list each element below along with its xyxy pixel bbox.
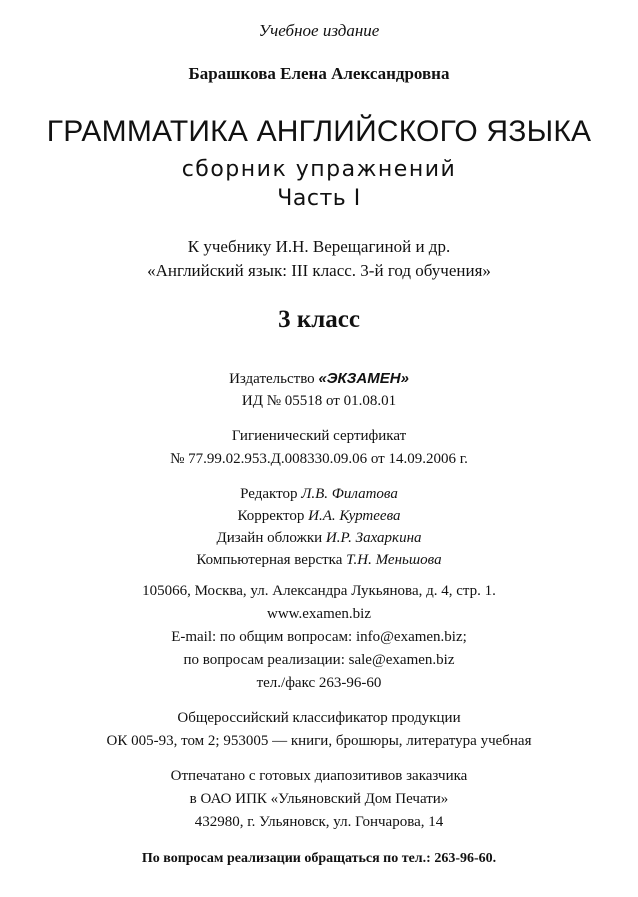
book-part: Часть I	[277, 186, 361, 211]
classifier-title: Общероссийский классификатор продукции	[177, 710, 461, 726]
credit-name: Л.В. Филатова	[301, 486, 398, 502]
email-sales: по вопросам реализации: sale@examen.biz	[183, 652, 455, 668]
credit-cover-design	[0, 531, 638, 546]
book-title: ГРАММАТИКА АНГЛИЙСКОГО ЯЗЫКА	[46, 115, 592, 148]
credit-layout	[0, 553, 638, 568]
publisher-line	[0, 371, 638, 387]
phone-fax: тел./факс 263-96-60	[256, 675, 382, 691]
printing-line3: 432980, г. Ульяновск, ул. Гончарова, 14	[194, 814, 444, 830]
credit-role: Компьютерная верстка	[196, 552, 347, 568]
sales-footer: По вопросам реализации обращаться по тел.: 263-96-60.	[141, 851, 497, 866]
email-general: E-mail: по общим вопросам: info@examen.biz;	[171, 629, 467, 645]
grade-label: 3 класс	[278, 306, 360, 333]
publisher-label: Издательство	[229, 371, 319, 387]
publisher-website: www.examen.biz	[267, 606, 371, 622]
publisher-name: «ЭКЗАМЕН»	[318, 370, 409, 387]
credit-role: Корректор	[237, 508, 309, 524]
credit-name: И.А. Куртеева	[308, 508, 401, 524]
textbook-reference-line2: «Английский язык: III класс. 3-й год обучения»	[147, 261, 491, 280]
printing-line1: Отпечатано с готовых диапозитивов заказчика	[170, 768, 468, 784]
book-subtitle: сборник упражнений	[181, 157, 457, 182]
printing-line2: в ОАО ИПК «Ульяновский Дом Печати»	[189, 791, 449, 807]
hygiene-certificate-number: № 77.99.02.953.Д.008330.09.06 от 14.09.2006 г.	[170, 451, 468, 467]
credit-role: Редактор	[240, 486, 302, 502]
credit-role: Дизайн обложки	[216, 530, 326, 546]
textbook-reference-line1: К учебнику И.Н. Верещагиной и др.	[187, 237, 451, 256]
credit-name: И.Р. Захаркина	[325, 530, 422, 546]
credit-editor	[0, 487, 638, 502]
hygiene-certificate-title: Гигиенический сертификат	[231, 428, 407, 444]
credit-name: Т.Н. Меньшова	[346, 552, 442, 568]
publisher-id: ИД № 05518 от 01.08.01	[241, 393, 397, 409]
author-name: Барашкова Елена Александровна	[188, 64, 450, 83]
classifier-code: ОК 005-93, том 2; 953005 — книги, брошюры, литература учебная	[106, 733, 532, 749]
edition-type: Учебное издание	[258, 21, 380, 40]
publisher-address: 105066, Москва, ул. Александра Лукьянова, д. 4, стр. 1.	[142, 583, 496, 599]
credit-corrector	[0, 509, 638, 524]
